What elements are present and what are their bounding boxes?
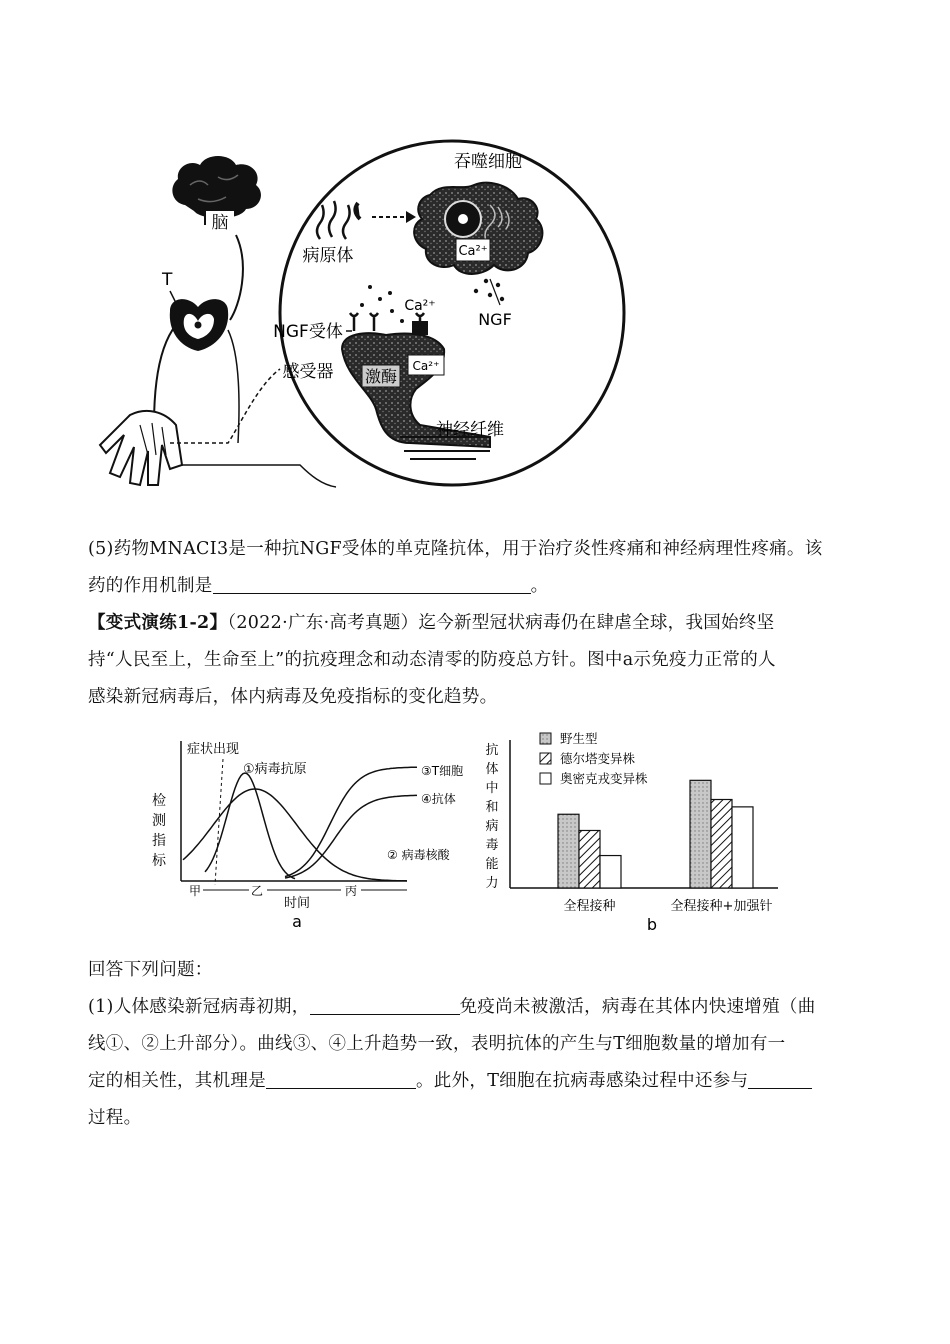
chart-b-legend-label: 德尔塔变异株	[560, 751, 636, 766]
chart-b-ylabel-char: 抗	[485, 743, 499, 758]
chart-a-label-antibody: ④抗体	[421, 792, 456, 806]
q1-line3-b: 。此外，T细胞在抗病毒感染过程中还参与	[416, 1071, 749, 1091]
sensory-nerve	[154, 325, 176, 425]
chart-b-legend-swatch	[540, 733, 551, 744]
chart-a-ylabel-char: 标	[152, 853, 166, 869]
zoom-dashed-line	[170, 369, 280, 443]
chart-b-legend	[540, 731, 648, 786]
chart-a-label-t-cell: ③T细胞	[421, 764, 464, 778]
q5-line2	[88, 568, 858, 605]
q5-answer-blank[interactable]	[213, 573, 531, 594]
exercise-line2: 持“人民至上，生命至上”的抗疫理念和动态清零的防疫总方针。图中a示免疫力正常的人	[88, 650, 776, 670]
exercise-title: 【变式演练1-2】	[88, 613, 228, 633]
chart-b-ylabel-char: 中	[485, 781, 499, 796]
zoom-solid-line	[182, 465, 336, 487]
chart-a-xlabel: 时间	[283, 896, 311, 911]
q1-line1-b: 免疫尚未被激活，病毒在其体内快速增殖（曲	[459, 997, 816, 1017]
chart-b-legend-label: 奥密克戎变异株	[560, 771, 648, 786]
ca-cell-label: Ca²⁺	[458, 244, 488, 259]
q5-line1: (5)药物MNACI3是一种抗NGF受体的单克隆抗体，用于治疗炎性疼痛和神经病理性疼痛。该	[88, 539, 823, 559]
kinase-label: 激酶	[364, 367, 398, 386]
exercise-line1-text: （2022·广东·高考真题）迄今新型冠状病毒仍在肆虐全球，我国始终坚	[227, 613, 775, 633]
exercise-line3: 感染新冠病毒后，体内病毒及免疫指标的变化趋势。	[88, 687, 498, 707]
q1-line3	[88, 1063, 858, 1100]
chart-b-bar	[732, 807, 753, 888]
chart-b-category-labels	[563, 898, 772, 914]
chart-b-legend-swatch	[540, 773, 551, 784]
chart-a-ylabel-char: 测	[152, 813, 166, 829]
descending-nerve	[230, 235, 243, 320]
chart-b-category-label: 全程接种	[563, 899, 616, 914]
chart-b-caption: b	[646, 915, 658, 934]
receptor-label: 感受器	[282, 362, 334, 382]
ngf-label: NGF	[478, 310, 512, 329]
chart-b-bar	[579, 830, 600, 888]
q1-blank-1[interactable]	[310, 994, 460, 1015]
chart-a-phase-label: 甲	[188, 884, 202, 898]
chart-a-phase-label: 丙	[344, 884, 358, 898]
ngf-pain-pathway-diagram	[90, 125, 650, 505]
chart-a-ylabel-char: 检	[152, 793, 166, 809]
chart-b-bars	[558, 780, 753, 888]
q1-line1-a: (1)人体感染新冠病毒初期，	[88, 997, 310, 1017]
chart-a-caption: a	[292, 912, 302, 931]
chart-a-ylabel	[152, 792, 167, 869]
questions-block	[88, 952, 858, 1137]
q5-line2-prefix: 药的作用机制是	[88, 576, 213, 596]
question-5	[88, 531, 858, 716]
ca-neuron-label: Ca²⁺	[412, 359, 440, 373]
chart-b-neutralization-bars	[478, 730, 808, 940]
ca-channel-icon	[412, 321, 428, 335]
brain-label: 脑	[211, 213, 229, 233]
q1-line4: 过程。	[88, 1108, 142, 1128]
chart-b-ylabel-char: 病	[485, 819, 499, 834]
chart-b-category-label: 全程接种+加强针	[670, 899, 773, 914]
chart-a-label-antigen: ①病毒抗原	[243, 762, 307, 777]
nerve-fiber-label: 神经纤维	[436, 420, 504, 440]
chart-b-ylabel-char: 力	[485, 876, 499, 891]
pathogen-label: 病原体	[302, 246, 354, 266]
chart-b-legend-swatch	[540, 753, 551, 764]
chart-a-phase-labels	[189, 884, 357, 898]
q1-line2: 线①、②上升部分）。曲线③、④上升趋势一致，表明抗体的产生与T细胞数量的增加有一	[88, 1034, 786, 1054]
chart-a-label-nucleic-acid: ② 病毒核酸	[387, 848, 450, 862]
chart-b-bar	[711, 800, 732, 889]
chart-b-ylabel-char: 能	[485, 857, 499, 872]
chart-a-immune-curves	[145, 735, 464, 935]
q1-blank-2[interactable]	[266, 1068, 416, 1089]
chart-a-ylabel-char: 指	[152, 833, 166, 849]
exercise-line1	[88, 605, 858, 642]
phagocyte-label: 吞噬细胞	[454, 152, 522, 172]
ngf-receptor-label: NGF受体	[273, 322, 343, 342]
hand-icon	[100, 411, 182, 485]
t-label: T	[162, 270, 173, 290]
chart-b-ylabel	[485, 742, 498, 891]
chart-a-phase-label: 乙	[250, 884, 264, 898]
q1-blank-3[interactable]	[748, 1068, 812, 1089]
q5-line2-suffix: 。	[530, 576, 549, 596]
chart-b-bar	[558, 814, 579, 888]
chart-b-ylabel-char: 体	[485, 762, 499, 777]
chart-b-bar	[600, 856, 621, 888]
questions-intro: 回答下列问题：	[88, 960, 213, 980]
q1-line3-a: 定的相关性，其机理是	[88, 1071, 266, 1091]
chart-b-legend-label: 野生型	[560, 731, 598, 746]
ca-top-label: Ca²⁺	[404, 298, 436, 314]
chart-b-bar	[690, 780, 711, 888]
q1-line1	[88, 989, 858, 1026]
chart-b-ylabel-char: 和	[485, 800, 499, 815]
chart-a-symptom-label: 症状出现	[187, 742, 240, 757]
chart-b-ylabel-char: 毒	[485, 838, 499, 853]
